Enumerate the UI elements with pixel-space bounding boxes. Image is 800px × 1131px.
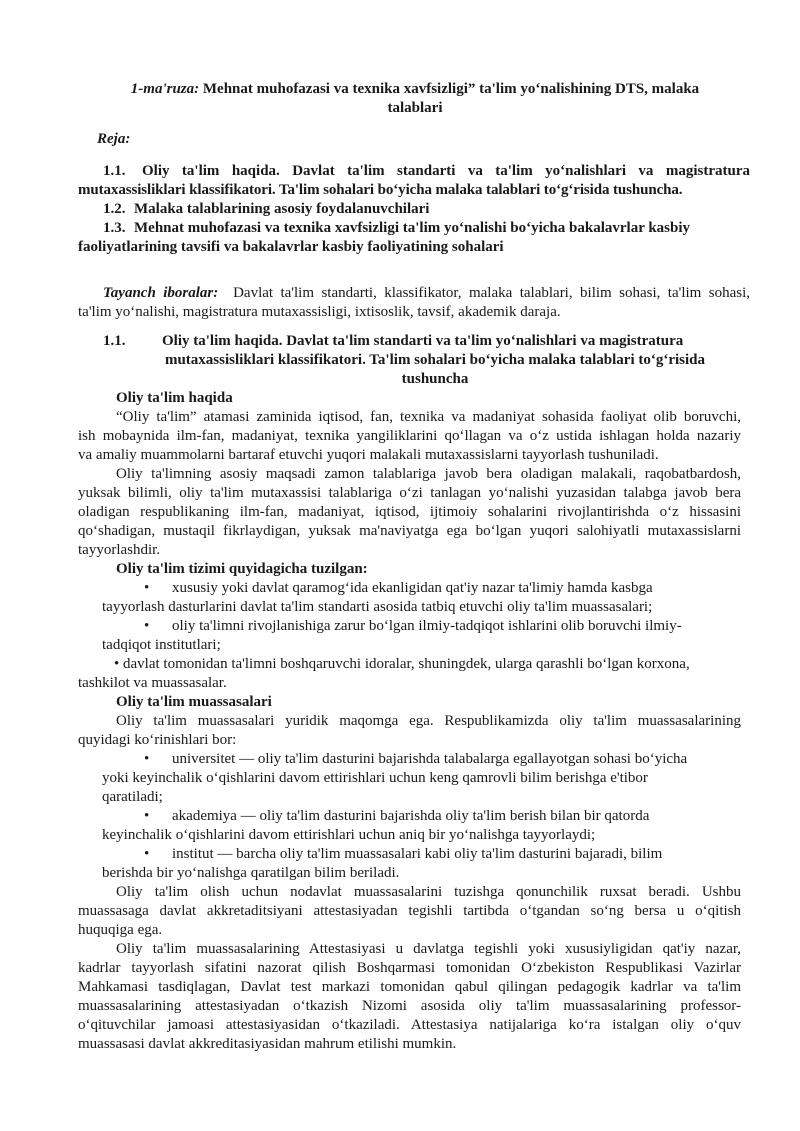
section-title: Oliy ta'lim haqida. Davlat ta'lim standarti va ta'lim yo‘nalishlari va magistratura [162, 333, 684, 349]
system-list [78, 579, 741, 693]
paragraph-purpose [78, 465, 741, 560]
paragraph-attestation [78, 940, 741, 1054]
section-heading [78, 332, 750, 389]
plan-item-number: 1.2. [103, 201, 126, 217]
paragraph-institutions [78, 712, 741, 750]
paragraph-line: muassasasi davlat akkreditasiyasidan mahrum etilishi mumkin. [78, 1036, 457, 1052]
title-line-2: talablari [387, 100, 443, 116]
paragraph-private-institutions [78, 883, 741, 940]
list-item-text: tayyorlash dasturlarini davlat ta'lim standarti asosida tatbiq etuvchi oliy ta'lim muassasalari; [102, 599, 653, 615]
list-item-text: institut — barcha oliy ta'lim muassasalari kabi oliy ta'lim dasturini bajaradi, bilim [172, 846, 663, 862]
subheading-oliy-talim: Oliy ta'lim haqida [116, 390, 233, 406]
keywords-label: Tayanch iboralar: [103, 285, 219, 301]
list-item-text: keyinchalik o‘qishlarini davom ettirishlari uchun aniq bir yo‘nalishga tayyorlaydi; [102, 827, 596, 843]
plan-item-text: Malaka talablarining asosiy foydalanuvchilari [134, 201, 430, 217]
paragraph-line: Oliy ta'lim muassasalari yuridik maqomga ega. Respublikamizda oliy ta'lim muassasalarining [116, 713, 741, 729]
subheading-institutions: Oliy ta'lim muassasalari [116, 694, 272, 710]
list-item-text: tadqiqot institutlari; [102, 637, 221, 653]
bullet-icon: • [144, 808, 150, 824]
plan-item-text: Oliy ta'lim haqida. Davlat ta'lim standarti va ta'lim yo‘nalishlari va magistratura [142, 163, 750, 179]
list-item [78, 617, 741, 655]
list-item [78, 750, 741, 807]
paragraph-line: Oliy ta'limning asosiy maqsadi zamon talablariga javob bera oladigan malakali, raqobatbardosh, [116, 466, 741, 482]
section-number: 1.1. [103, 333, 126, 349]
list-item-text: qaratiladi; [102, 789, 163, 805]
plan-item-number: 1.1. [103, 163, 126, 179]
bullet-icon: • [114, 656, 120, 672]
paragraph-line: Oliy ta'lim muassasalarining Attestasiyasi u davlatga tegishli yoki xususiyligidan qat'iy nazar, [116, 941, 741, 957]
plan-item-continuation: faoliyatlarining tavsifi va bakalavrlar kasbiy faoliyatining sohalari [78, 239, 504, 255]
bullet-icon: • [144, 751, 150, 767]
paragraph-line: yuksak bilimli, oliy ta'lim mutaxassisi talablariga o‘zi tanlagan yo‘nalishi yuzasidan talabga javob bera [78, 485, 741, 501]
plan-label: Reja: [97, 131, 131, 147]
bullet-icon: • [144, 580, 150, 596]
plan-list [78, 162, 750, 257]
list-item [78, 579, 741, 617]
paragraph-line: quyidagi ko‘rinishlari bor: [78, 732, 237, 748]
section-heading-line-2: mutaxassisliklari klassifikatori. Ta'lim sohalari bo‘yicha malaka talablari to‘g‘risida [164, 352, 706, 368]
list-item-text: yoki keyinchalik o‘qishlarini davom ettirishlari uchun keng qamrovli bilim berishga e'tibor [102, 770, 648, 786]
title-text-1: Mehnat muhofazasi va texnika xavfsizligi” ta'lim yo‘nalishining DTS, malaka [199, 81, 700, 97]
title-line-1 [80, 80, 750, 99]
paragraph-line: oladigan respublikaning ilm-fan, madaniyat, iqtisod, ijtimoiy sohalarini rivojlantirishda o‘z hissasini [78, 504, 741, 520]
list-item-text: berishda bir yo‘nalishga qaratilgan bilim beriladi. [102, 865, 400, 881]
body-text [78, 389, 741, 1054]
paragraph-definition [78, 408, 741, 465]
section-heading-line-1 [78, 332, 750, 351]
paragraph-line: va amaliy muammolarni bartaraf etuvchi yuqori malakali mutaxassislarni tayyorlash tushuniladi. [78, 447, 659, 463]
plan-item-number: 1.3. [103, 220, 126, 236]
lecture-label: 1-ma'ruza: [130, 81, 200, 97]
list-item [78, 655, 741, 693]
paragraph-line: tayyorlashdir. [78, 542, 161, 558]
bullet-icon: • [144, 846, 150, 862]
paragraph-line: Oliy ta'lim olish uchun nodavlat muassasalarini tuzishga qonunchilik ruxsat beradi. Ushbu [116, 884, 741, 900]
paragraph-line: o‘qituvchilar jamoasi attestasiyasidan o‘tkaziladi. Attestasiya natijalariga ko‘ra istalgan oliy o‘quv [78, 1017, 741, 1033]
list-item [78, 807, 741, 845]
list-item-text: tashkilot va muassasalar. [78, 675, 227, 691]
plan-item [78, 219, 750, 238]
paragraph-line: qo‘shadigan, mustaqil fikrlaydigan, yuksak ma'naviyatga ega bo‘lgan yuqori salohiyatli mutaxassislarni [78, 523, 741, 539]
keywords [78, 284, 750, 322]
subheading-system: Oliy ta'lim tizimi quyidagicha tuzilgan: [116, 561, 368, 577]
list-item-text: xususiy yoki davlat qaramog‘ida ekanligidan qat'iy nazar ta'limiy hamda kasbga [172, 580, 653, 596]
list-item [78, 845, 741, 883]
bullet-icon: • [144, 618, 150, 634]
document-title [80, 80, 750, 118]
plan-item [78, 200, 750, 219]
keywords-line-2: ta'lim yo‘nalishi, magistratura mutaxassisligi, ixtisoslik, tavsif, akademik daraja. [78, 304, 561, 320]
list-item-text: oliy ta'limni rivojlanishiga zarur bo‘lgan ilmiy-tadqiqot ishlarini olib boruvchi ilmiy- [172, 618, 682, 634]
paragraph-line: ish mobaynida ilm-fan, madaniyat, texnika yangiliklarini qo‘llagan va o‘z ustida ishlagan holda nazariy [78, 428, 741, 444]
paragraph-line: kadrlar tayyorlash sifatini nazorat qilish Boshqarmasi tomonidan O‘zbekiston Respublikasi Vazirlar [78, 960, 741, 976]
plan-item-text: Mehnat muhofazasi va texnika xavfsizligi ta'lim yo‘nalishi bo‘yicha bakalavrlar kasbiy [134, 220, 691, 236]
paragraph-line: muassasaga davlat akkretaditsiyani attestasiyadan tegishli tartibda o‘tgandan so‘ng bersa u o‘qitish [78, 903, 741, 919]
section-heading-line-3: tushuncha [401, 371, 469, 387]
list-item-text: akademiya — oliy ta'lim dasturini bajarishda oliy ta'lim berish bilan bir qatorda [172, 808, 650, 824]
institution-types-list [78, 750, 741, 883]
plan-item-continuation: mutaxassisliklari klassifikatori. Ta'lim sohalari bo‘yicha malaka talablari to‘g‘risida tushuncha. [78, 182, 683, 198]
paragraph-line: huquqiga ega. [78, 922, 163, 938]
paragraph-line: muassasalarining attestasiyadan o‘tkazish Nizomi asosida oliy ta'lim muassasalarining professor- [78, 998, 741, 1014]
list-item-text: universitet — oliy ta'lim dasturini bajarishda talabalarga egallayotgan sohasi bo‘yicha [172, 751, 688, 767]
paragraph-line: Mahkamasi tasdiqlagan, Davlat test markazi tomonidan qabul qilingan pedagogik kadrlar va ta'lim [78, 979, 741, 995]
plan-item [78, 162, 750, 181]
keywords-line-1 [78, 284, 750, 303]
list-item-text: davlat tomonidan ta'limni boshqaruvchi idoralar, shuningdek, ularga qarashli bo‘lgan korxona, [123, 656, 690, 672]
keywords-text: Davlat ta'lim standarti, klassifikator, malaka talablari, bilim sohasi, ta'lim sohasi, [233, 285, 750, 301]
paragraph-line: “Oliy ta'lim” atamasi zaminida iqtisod, fan, texnika va madaniyat sohasida faoliyat olib boruvchi, [116, 409, 741, 425]
